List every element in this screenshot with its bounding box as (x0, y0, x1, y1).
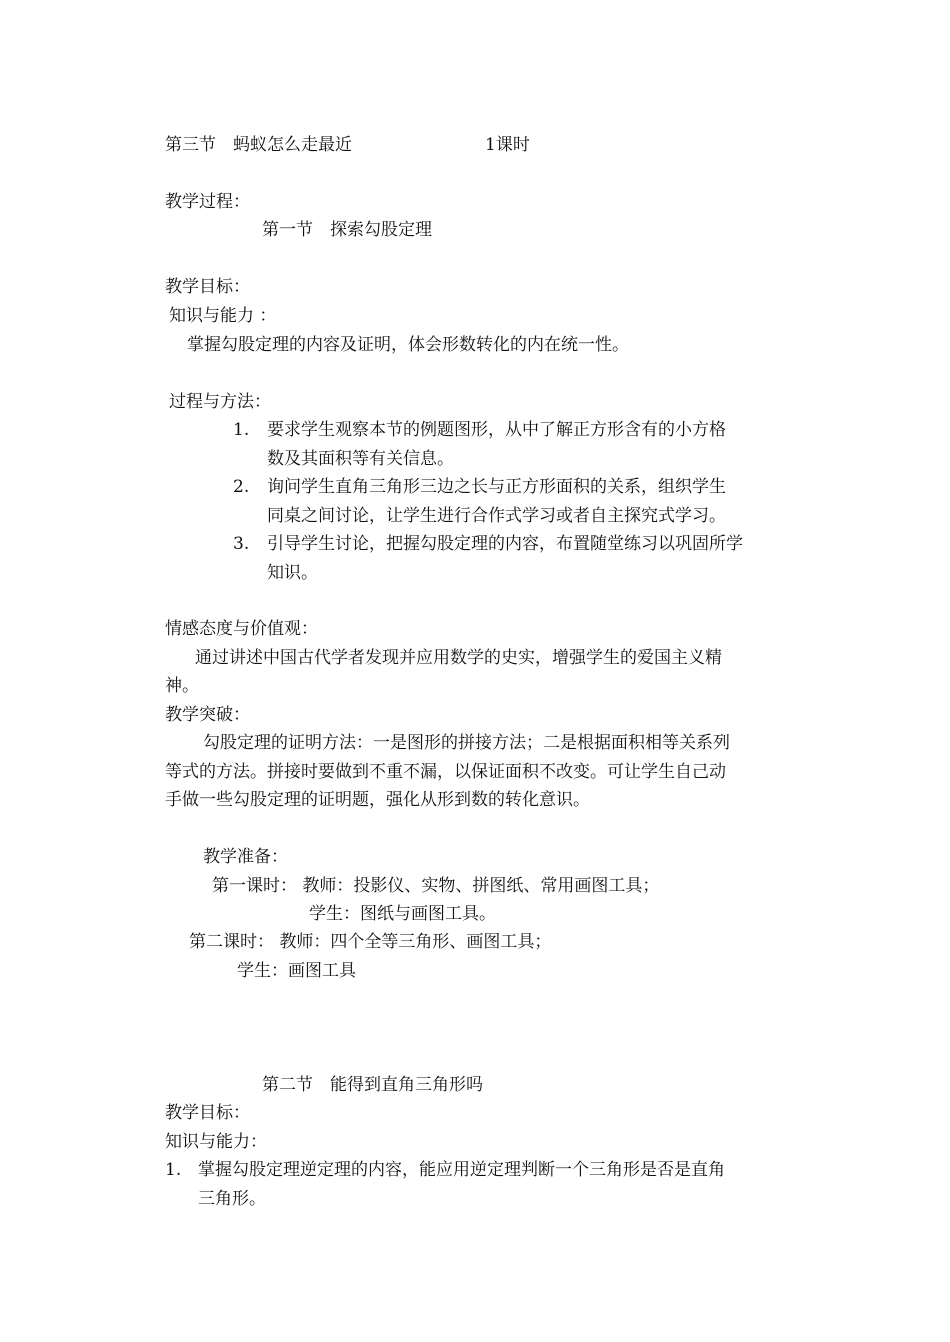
list-item-text: 知识。 (267, 563, 318, 583)
list-item-text: 引导学生讨论，把握勾股定理的内容，布置随堂练习以巩固所学 (267, 534, 743, 554)
list-item-text: 要求学生观察本节的例题图形，从中了解正方形含有的小方格 (267, 420, 726, 440)
section1-title: 第一节 探索勾股定理 (262, 220, 432, 240)
s1-method-label: 过程与方法： (169, 392, 271, 412)
s1-emotion-text-cont: 神。 (165, 676, 199, 696)
list-item-text: 同桌之间讨论，让学生进行合作式学习或者自主探究式学习。 (267, 506, 726, 526)
s2-goals-label: 教学目标： (165, 1103, 250, 1123)
s2-knowledge-label: 知识与能力： (165, 1132, 267, 1152)
s1-prep-lesson2-teacher: 第二课时： 教师：四个全等三角形、画图工具； (189, 932, 552, 952)
list-item-text: 掌握勾股定理逆定理的内容，能应用逆定理判断一个三角形是否是直角 (198, 1160, 725, 1180)
process-label: 教学过程： (165, 192, 250, 212)
list-item-number: 2. (233, 477, 250, 497)
lesson-title: 第三节 蚂蚁怎么走最近 (165, 135, 352, 155)
s1-knowledge-label: 知识与能力 ： (169, 306, 277, 326)
s1-knowledge-text: 掌握勾股定理的内容及证明，体会形数转化的内在统一性。 (187, 335, 629, 355)
list-item-text: 询问学生直角三角形三边之长与正方形面积的关系，组织学生 (267, 477, 726, 497)
s1-break-label: 教学突破： (165, 705, 250, 725)
list-item-number: 1. (233, 420, 250, 440)
s1-emotion-text: 通过讲述中国古代学者发现并应用数学的史实，增强学生的爱国主义精 (195, 648, 722, 668)
s1-prep-lesson1-student: 学生：图纸与画图工具。 (309, 904, 496, 924)
lesson-hours: 1课时 (485, 135, 530, 155)
s1-prep-lesson1-teacher: 第一课时： 教师：投影仪、实物、拼图纸、常用画图工具； (212, 876, 660, 896)
list-item-number: 3. (233, 534, 250, 554)
s1-break-text-cont: 手做一些勾股定理的证明题，强化从形到数的转化意识。 (165, 790, 590, 810)
s1-goals-label: 教学目标： (165, 277, 250, 297)
s1-break-text: 勾股定理的证明方法：一是图形的拼接方法；二是根据面积相等关系列 (203, 733, 730, 753)
s1-prep-lesson2-student: 学生：画图工具 (237, 961, 356, 981)
section2-title: 第二节 能得到直角三角形吗 (262, 1075, 483, 1095)
list-item-text: 数及其面积等有关信息。 (267, 449, 454, 469)
s1-prep-label: 教学准备： (203, 847, 288, 867)
s1-emotion-label: 情感态度与价值观： (165, 619, 318, 639)
list-item-text: 三角形。 (198, 1189, 266, 1209)
list-item-number: 1. (165, 1160, 182, 1180)
s1-break-text-cont: 等式的方法。拼接时要做到不重不漏，以保证面积不改变。可让学生自己动 (165, 762, 726, 782)
